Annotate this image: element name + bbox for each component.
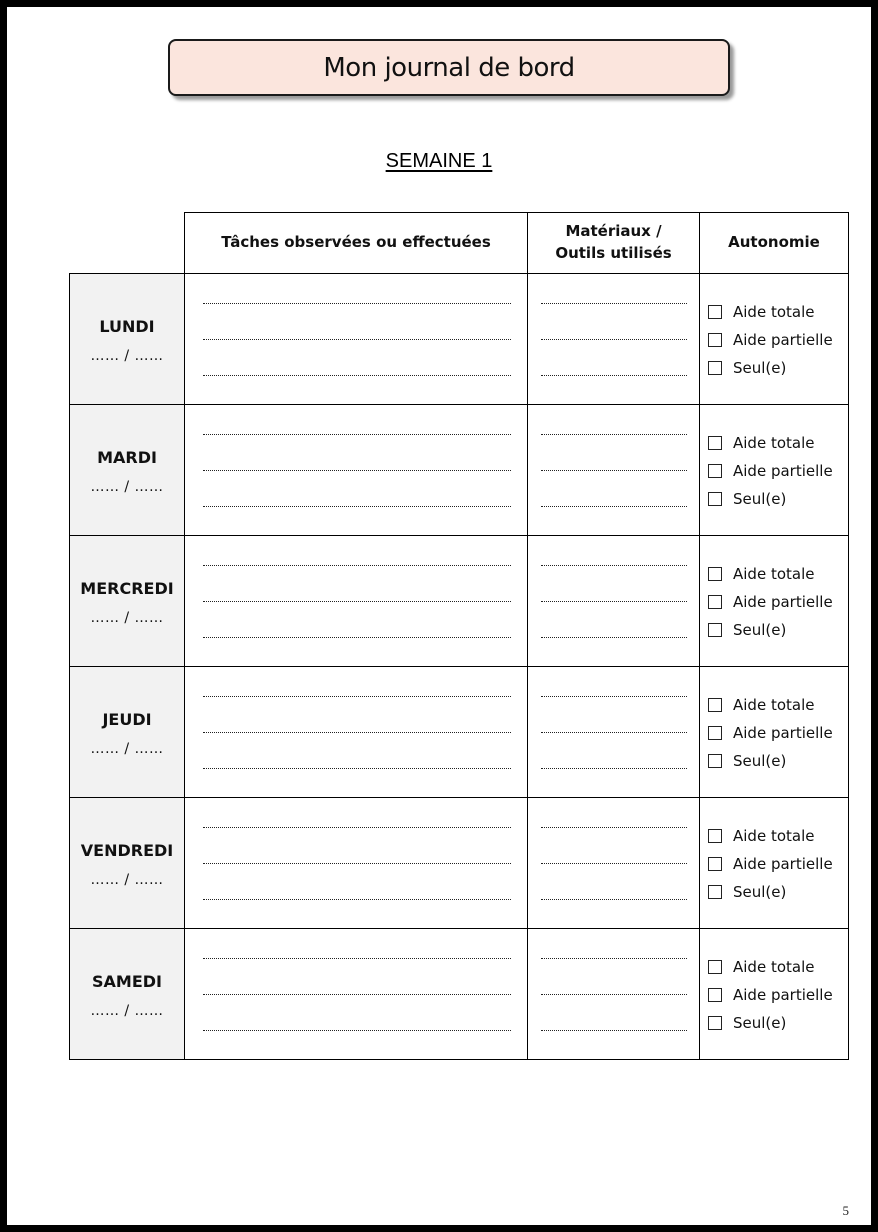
task-line[interactable] bbox=[203, 863, 511, 864]
checkbox-seul[interactable] bbox=[708, 492, 722, 506]
date-field[interactable]: …… / …… bbox=[90, 609, 164, 626]
autonomy-option-label: Aide partielle bbox=[733, 986, 833, 1004]
autonomy-cell bbox=[700, 667, 849, 798]
material-line[interactable] bbox=[541, 601, 687, 602]
date-field[interactable]: …… / …… bbox=[90, 1002, 164, 1019]
autonomy-cell bbox=[700, 274, 849, 405]
autonomy-column-header: Autonomie bbox=[700, 213, 849, 274]
autonomy-option-seul bbox=[708, 354, 848, 382]
task-line[interactable] bbox=[203, 768, 511, 769]
task-line[interactable] bbox=[203, 827, 511, 828]
autonomy-option-label: Seul(e) bbox=[733, 490, 787, 508]
materials-cell bbox=[528, 274, 700, 405]
materials-column-header bbox=[528, 213, 700, 274]
table-row bbox=[70, 536, 849, 667]
autonomy-option-aide-totale bbox=[708, 691, 848, 719]
material-line[interactable] bbox=[541, 565, 687, 566]
checkbox-aide-partielle[interactable] bbox=[708, 988, 722, 1002]
task-line[interactable] bbox=[203, 339, 511, 340]
day-cell bbox=[70, 274, 185, 405]
autonomy-option-aide-totale bbox=[708, 560, 848, 588]
material-line[interactable] bbox=[541, 339, 687, 340]
material-line[interactable] bbox=[541, 1030, 687, 1031]
autonomy-option-label: Aide totale bbox=[733, 827, 815, 845]
task-line[interactable] bbox=[203, 470, 511, 471]
material-line[interactable] bbox=[541, 470, 687, 471]
checkbox-aide-totale[interactable] bbox=[708, 436, 722, 450]
autonomy-option-aide-totale bbox=[708, 298, 848, 326]
checkbox-aide-totale[interactable] bbox=[708, 567, 722, 581]
autonomy-option-label: Aide partielle bbox=[733, 462, 833, 480]
autonomy-option-aide-totale bbox=[708, 953, 848, 981]
autonomy-option-label: Aide totale bbox=[733, 696, 815, 714]
day-cell bbox=[70, 929, 185, 1060]
materials-cell bbox=[528, 536, 700, 667]
date-field[interactable]: …… / …… bbox=[90, 347, 164, 364]
autonomy-option-label: Seul(e) bbox=[733, 621, 787, 639]
material-line[interactable] bbox=[541, 768, 687, 769]
material-line[interactable] bbox=[541, 863, 687, 864]
day-cell bbox=[70, 798, 185, 929]
checkbox-seul[interactable] bbox=[708, 885, 722, 899]
table-row bbox=[70, 798, 849, 929]
page-title: Mon journal de bord bbox=[168, 39, 730, 96]
checkbox-seul[interactable] bbox=[708, 623, 722, 637]
autonomy-option-aide-partielle bbox=[708, 457, 848, 485]
autonomy-option-label: Aide totale bbox=[733, 303, 815, 321]
materials-header-line-2: Outils utilisés bbox=[555, 244, 672, 262]
tasks-cell bbox=[185, 274, 528, 405]
autonomy-option-label: Seul(e) bbox=[733, 1014, 787, 1032]
checkbox-aide-totale[interactable] bbox=[708, 698, 722, 712]
checkbox-aide-totale[interactable] bbox=[708, 305, 722, 319]
tasks-cell bbox=[185, 536, 528, 667]
day-cell bbox=[70, 536, 185, 667]
autonomy-option-aide-partielle bbox=[708, 850, 848, 878]
date-field[interactable]: …… / …… bbox=[90, 871, 164, 888]
table-row bbox=[70, 929, 849, 1060]
autonomy-option-label: Aide partielle bbox=[733, 593, 833, 611]
journal-table bbox=[69, 212, 849, 1060]
material-line[interactable] bbox=[541, 827, 687, 828]
date-field[interactable]: …… / …… bbox=[90, 478, 164, 495]
task-line[interactable] bbox=[203, 958, 511, 959]
table-row bbox=[70, 667, 849, 798]
task-line[interactable] bbox=[203, 696, 511, 697]
day-name: JEUDI bbox=[102, 709, 152, 729]
header-row bbox=[70, 213, 849, 274]
page-number: 5 bbox=[842, 1203, 849, 1218]
autonomy-option-aide-totale bbox=[708, 429, 848, 457]
materials-cell bbox=[528, 929, 700, 1060]
checkbox-aide-partielle[interactable] bbox=[708, 464, 722, 478]
material-line[interactable] bbox=[541, 506, 687, 507]
tasks-column-header: Tâches observées ou effectuées bbox=[185, 213, 528, 274]
checkbox-aide-partielle[interactable] bbox=[708, 726, 722, 740]
checkbox-seul[interactable] bbox=[708, 1016, 722, 1030]
autonomy-option-label: Aide totale bbox=[733, 958, 815, 976]
checkbox-seul[interactable] bbox=[708, 754, 722, 768]
task-line[interactable] bbox=[203, 637, 511, 638]
date-field[interactable]: …… / …… bbox=[90, 740, 164, 757]
checkbox-aide-totale[interactable] bbox=[708, 960, 722, 974]
autonomy-cell bbox=[700, 798, 849, 929]
task-line[interactable] bbox=[203, 506, 511, 507]
day-name: VENDREDI bbox=[80, 840, 174, 860]
autonomy-option-aide-partielle bbox=[708, 719, 848, 747]
material-line[interactable] bbox=[541, 434, 687, 435]
materials-cell bbox=[528, 798, 700, 929]
task-line[interactable] bbox=[203, 375, 511, 376]
day-cell bbox=[70, 667, 185, 798]
task-line[interactable] bbox=[203, 565, 511, 566]
autonomy-option-label: Seul(e) bbox=[733, 752, 787, 770]
task-line[interactable] bbox=[203, 899, 511, 900]
material-line[interactable] bbox=[541, 637, 687, 638]
material-line[interactable] bbox=[541, 958, 687, 959]
autonomy-option-aide-partielle bbox=[708, 326, 848, 354]
corner-cell bbox=[70, 213, 185, 274]
journal-body bbox=[70, 274, 849, 1060]
checkbox-aide-totale[interactable] bbox=[708, 829, 722, 843]
checkbox-aide-partielle[interactable] bbox=[708, 857, 722, 871]
week-title-text: SEMAINE 1 bbox=[385, 150, 493, 172]
autonomy-option-label: Aide partielle bbox=[733, 724, 833, 742]
autonomy-option-seul bbox=[708, 1009, 848, 1037]
day-name: MARDI bbox=[97, 447, 157, 467]
day-cell bbox=[70, 405, 185, 536]
task-line[interactable] bbox=[203, 732, 511, 733]
day-name: SAMEDI bbox=[92, 971, 162, 991]
materials-cell bbox=[528, 667, 700, 798]
week-title bbox=[0, 150, 878, 173]
checkbox-aide-partielle[interactable] bbox=[708, 333, 722, 347]
autonomy-option-label: Aide totale bbox=[733, 434, 815, 452]
checkbox-aide-partielle[interactable] bbox=[708, 595, 722, 609]
material-line[interactable] bbox=[541, 303, 687, 304]
task-line[interactable] bbox=[203, 994, 511, 995]
table-row bbox=[70, 274, 849, 405]
day-name: MERCREDI bbox=[80, 578, 174, 598]
autonomy-cell bbox=[700, 405, 849, 536]
task-line[interactable] bbox=[203, 303, 511, 304]
autonomy-option-seul bbox=[708, 747, 848, 775]
task-line[interactable] bbox=[203, 1030, 511, 1031]
material-line[interactable] bbox=[541, 375, 687, 376]
tasks-cell bbox=[185, 667, 528, 798]
autonomy-option-seul bbox=[708, 485, 848, 513]
tasks-cell bbox=[185, 405, 528, 536]
autonomy-option-label: Seul(e) bbox=[733, 883, 787, 901]
autonomy-option-seul bbox=[708, 878, 848, 906]
tasks-cell bbox=[185, 798, 528, 929]
autonomy-cell bbox=[700, 929, 849, 1060]
autonomy-option-seul bbox=[708, 616, 848, 644]
day-name: LUNDI bbox=[99, 316, 155, 336]
material-line[interactable] bbox=[541, 696, 687, 697]
autonomy-option-label: Aide partielle bbox=[733, 331, 833, 349]
table-row bbox=[70, 405, 849, 536]
autonomy-option-aide-totale bbox=[708, 822, 848, 850]
autonomy-option-label: Seul(e) bbox=[733, 359, 787, 377]
task-line[interactable] bbox=[203, 601, 511, 602]
autonomy-option-label: Aide partielle bbox=[733, 855, 833, 873]
autonomy-cell bbox=[700, 536, 849, 667]
tasks-cell bbox=[185, 929, 528, 1060]
autonomy-option-label: Aide totale bbox=[733, 565, 815, 583]
checkbox-seul[interactable] bbox=[708, 361, 722, 375]
materials-header-line-1: Matériaux / bbox=[565, 222, 662, 241]
material-line[interactable] bbox=[541, 994, 687, 995]
material-line[interactable] bbox=[541, 899, 687, 900]
materials-cell bbox=[528, 405, 700, 536]
autonomy-option-aide-partielle bbox=[708, 588, 848, 616]
autonomy-option-aide-partielle bbox=[708, 981, 848, 1009]
material-line[interactable] bbox=[541, 732, 687, 733]
task-line[interactable] bbox=[203, 434, 511, 435]
